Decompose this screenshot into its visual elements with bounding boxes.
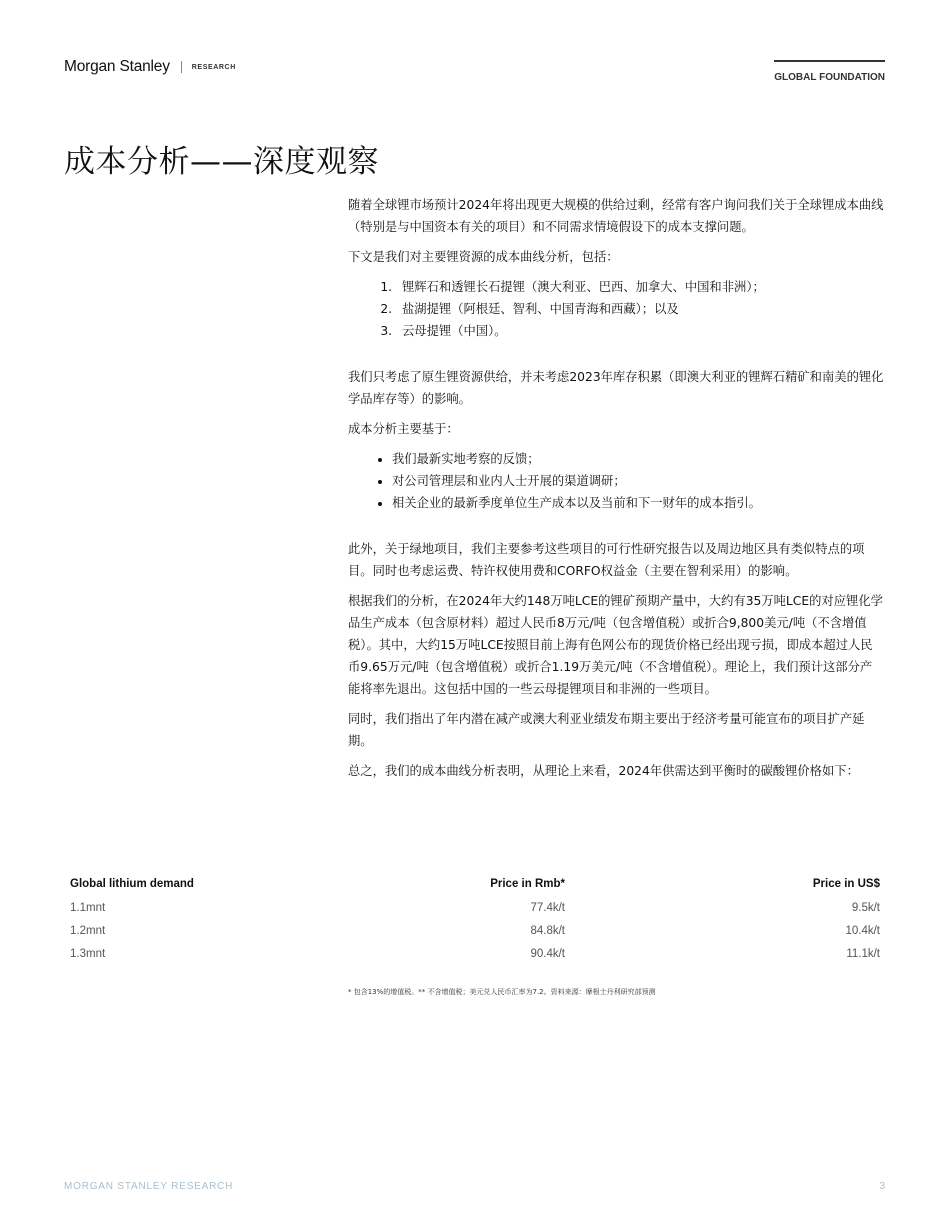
page-number: 3 (879, 1181, 885, 1192)
footer-brand: MORGAN STANLEY RESEARCH (64, 1181, 234, 1192)
paragraph: 根据我们的分析，在2024年大约148万吨LCE的锂矿预期产量中，大约有35万吨LCE的对应锂化学品生产成本（包含原材料）超过人民币8万元/吨（包含增值税）或折合9,800美元/吨（不含增值税）。其中，大约15万吨LCE按照目前上海有色网公布的现货价格已经出现亏损，即成本超过人民币9.65万元/吨（包含增值税）或折合1.19万美元/吨（不含增值税）。理论上，我们预计这部分产能将率先退出。这包括中国的一些云母提锂项目和非洲的一些项目。 (348, 594, 883, 696)
column-header: Price in Rmb* (490, 878, 565, 890)
numbered-list (348, 276, 884, 342)
paragraph: 同时，我们指出了年内潜在减产或澳大利亚业绩发布期主要出于经济考量可能宣布的项目扩产延期。 (348, 712, 865, 748)
brand-logo (64, 58, 236, 76)
paragraph: 成本分析主要基于： (348, 422, 459, 436)
list-item: • 相关企业的最新季度单位生产成本以及当前和下一财年的成本指引。 (392, 492, 884, 514)
footnote: * 包含13%的增值税。** 不含增值税；美元兑人民币汇率为7.2。资料来源：摩根士丹利研究部预测 (348, 988, 656, 996)
price-table (64, 872, 886, 965)
list-item: • 我们最新实地考察的反馈； (392, 448, 884, 470)
table-cell: 1.1mnt (70, 901, 106, 914)
section-label-text: GLOBAL FOUNDATION (774, 72, 885, 83)
table-cell: 10.4k/t (845, 924, 880, 937)
column-header: Global lithium demand (70, 878, 194, 890)
logo-divider (181, 61, 182, 73)
page-title: 成本分析——深度观察 (64, 144, 379, 180)
main-content (348, 194, 884, 790)
logo-wordmark: Morgan Stanley (64, 58, 170, 75)
paragraph: 我们只考虑了原生锂资源供给，并未考虑2023年库存积累（即澳大利亚的锂辉石精矿和南美的锂化学品库存等）的影响。 (348, 370, 884, 406)
paragraph: 随着全球锂市场预计2024年将出现更大规模的供给过剩，经常有客户询问我们关于全球锂成本曲线（特别是与中国资本有关的项目）和不同需求情境假设下的成本支撑问题。 (348, 198, 884, 234)
table-cell: 84.8k/t (530, 924, 565, 937)
table-row (64, 919, 886, 942)
list-item: 2. 盐湖提锂（阿根廷、智利、中国青海和西藏）；以及 (396, 298, 884, 320)
table-cell: 9.5k/t (851, 901, 880, 914)
table-cell: 11.1k/t (846, 947, 880, 960)
paragraph: 总之，我们的成本曲线分析表明，从理论上来看，2024年供需达到平衡时的碳酸锂价格如下： (348, 764, 859, 778)
table-header-row (64, 872, 886, 896)
bullet-list (348, 448, 884, 514)
paragraph: 此外，关于绿地项目，我们主要参考这些项目的可行性研究报告以及周边地区具有类似特点的项目。同时也考虑运费、特许权使用费和CORFO权益金（主要在智利采用）的影响。 (348, 542, 865, 578)
section-label (774, 60, 885, 84)
list-item: • 对公司管理层和业内人士开展的渠道调研； (392, 470, 884, 492)
table-cell: 90.4k/t (530, 947, 565, 960)
table-cell: 1.2mnt (70, 924, 106, 937)
table-cell: 77.4k/t (530, 901, 565, 914)
logo-research-label: RESEARCH (191, 63, 236, 71)
paragraph: 下文是我们对主要锂资源的成本曲线分析，包括： (348, 250, 619, 264)
list-item: 1. 锂辉石和透锂长石提锂（澳大利亚、巴西、加拿大、中国和非洲）； (396, 276, 884, 298)
table-row (64, 942, 886, 965)
column-header: Price in US$ (812, 878, 880, 890)
table-row (64, 896, 886, 919)
list-item: 3. 云母提锂（中国）。 (396, 320, 884, 342)
table-cell: 1.3mnt (70, 947, 106, 960)
